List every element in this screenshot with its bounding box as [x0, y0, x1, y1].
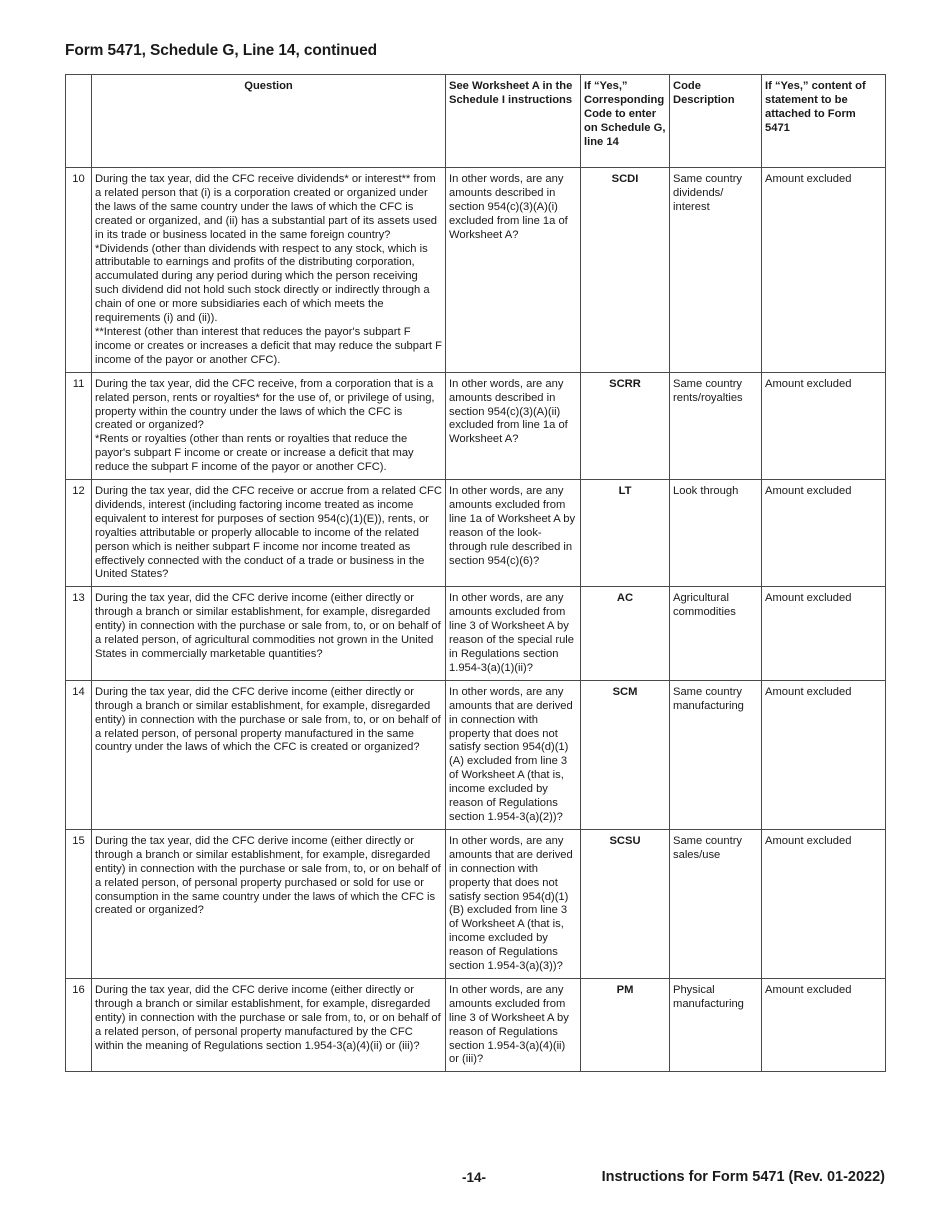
question-paragraph: During the tax year, did the CFC derive income (either directly or through a branch or similar establishment, for example, disregarded entity) in connection with the purchase or sale from, to, or on behalf of a related person, of personal property purchased or sold for use or consumption in the same country under the laws of which the CFC is created or organized?	[95, 834, 441, 917]
row-description: Same country manufacturing	[670, 680, 762, 829]
row-worksheet: In other words, are any amounts excluded from line 3 of Worksheet A by reason of the special rule in Regulations section 1.954-3(a)(1)(ii)?	[446, 587, 581, 680]
row-statement: Amount excluded	[762, 978, 886, 1071]
header-number	[66, 75, 92, 168]
header-worksheet: See Worksheet A in the Schedule I instructions	[446, 75, 581, 168]
table-row	[66, 372, 886, 479]
row-number: 11	[66, 372, 92, 479]
table-row	[66, 480, 886, 587]
row-question	[92, 168, 446, 373]
row-worksheet: In other words, are any amounts that are derived in connection with property that does not satisfy section 954(d)(1)(B) excluded from line 3 of Worksheet A (that is, income excluded by reason of Regulations section 1.954-3(a)(3))?	[446, 829, 581, 978]
question-paragraph: During the tax year, did the CFC derive income (either directly or through a branch or similar establishment, for example, disregarded entity) in connection with the purchase or sale from, to, or on behalf of a related person, of personal property manufactured by the CFC within the meaning of Regulations section 1.954-3(a)(4)(ii) or (iii)?	[95, 983, 441, 1052]
table-row	[66, 978, 886, 1071]
footer-title: Instructions for Form 5471 (Rev. 01-2022)	[601, 1169, 885, 1185]
table-row	[66, 829, 886, 978]
question-paragraph: *Rents or royalties (other than rents or royalties that reduce the payor's subpart F income or create or increase a deficit that may reduce the subpart F income of the payor or another CFC).	[95, 433, 414, 474]
table-row	[66, 587, 886, 680]
table-row	[66, 168, 886, 373]
row-description: Physical manufacturing	[670, 978, 762, 1071]
row-number: 13	[66, 587, 92, 680]
row-worksheet: In other words, are any amounts described in section 954(c)(3)(A)(i) excluded from line 1a of Worksheet A?	[446, 168, 581, 373]
row-description: Same country sales/use	[670, 829, 762, 978]
question-paragraph: **Interest (other than interest that reduces the payor's subpart F income or creates or increases a deficit that may reduce the subpart F income of the payor or another CFC).	[95, 325, 442, 366]
row-statement: Amount excluded	[762, 168, 886, 373]
row-code: AC	[581, 587, 670, 680]
row-question	[92, 829, 446, 978]
row-number: 16	[66, 978, 92, 1071]
row-code: SCDI	[581, 168, 670, 373]
row-statement: Amount excluded	[762, 480, 886, 587]
row-question	[92, 680, 446, 829]
row-worksheet: In other words, are any amounts excluded from line 1a of Worksheet A by reason of the look-through rule described in section 954(c)(6)?	[446, 480, 581, 587]
row-code: SCSU	[581, 829, 670, 978]
row-description: Same country dividends/ interest	[670, 168, 762, 373]
question-paragraph: During the tax year, did the CFC receive dividends* or interest** from a related person that (i) is a corporation created or organized under the laws of the same country under the laws of which the CFC is created or organized, and (ii) has a substantial part of its assets used in its trade or business located in the same foreign country?	[95, 173, 438, 241]
row-statement: Amount excluded	[762, 372, 886, 479]
row-code: PM	[581, 978, 670, 1071]
row-question	[92, 480, 446, 587]
row-code: LT	[581, 480, 670, 587]
row-statement: Amount excluded	[762, 680, 886, 829]
row-number: 14	[66, 680, 92, 829]
row-description: Look through	[670, 480, 762, 587]
row-question	[92, 978, 446, 1071]
row-question	[92, 587, 446, 680]
row-code: SCRR	[581, 372, 670, 479]
page-number: -14-	[462, 1170, 487, 1185]
question-paragraph: During the tax year, did the CFC receive, from a corporation that is a related person, rents or royalties* for the use of, or privilege of using, property within the country under the laws of which the CFC is created or organized?	[95, 377, 435, 432]
row-number: 15	[66, 829, 92, 978]
table-row	[66, 680, 886, 829]
row-worksheet: In other words, are any amounts described in section 954(c)(3)(A)(ii) excluded from line 1a of Worksheet A?	[446, 372, 581, 479]
question-paragraph: During the tax year, did the CFC derive income (either directly or through a branch or similar establishment, for example, disregarded entity) in connection with the purchase or sale from, to, or on behalf of a related person, of personal property manufactured in the same country under the laws of which the CFC is created or organized?	[95, 685, 441, 754]
row-number: 10	[66, 168, 92, 373]
row-description: Same country rents/royalties	[670, 372, 762, 479]
question-paragraph: During the tax year, did the CFC receive or accrue from a related CFC dividends, interest (including factoring income treated as income equivalent to interest for purposes of section 954(c)(1)(E)), rents, or royalties attributable or properly allocable to income of the related person which is neither subpart F income nor income treated as effectively connected with the conduct of a trade or business in the United States?	[95, 485, 442, 581]
page-heading: Form 5471, Schedule G, Line 14, continued	[65, 42, 378, 59]
row-worksheet: In other words, are any amounts excluded from line 3 of Worksheet A by reason of Regulations section 1.954-3(a)(4)(ii) or (iii)?	[446, 978, 581, 1071]
question-paragraph: During the tax year, did the CFC derive income (either directly or through a branch or similar establishment, for example, disregarded entity) in connection with the purchase or sale from, to, or on behalf of a related person, of agricultural commodities not grown in the United States in commercially marketable quantities?	[95, 592, 441, 660]
row-number: 12	[66, 480, 92, 587]
header-code: If “Yes,” Corresponding Code to enter on Schedule G, line 14	[581, 75, 670, 168]
header-statement: If “Yes,” content of statement to be attached to Form 5471	[762, 75, 886, 168]
table-header-row	[66, 75, 886, 168]
schedule-g-question-table	[65, 74, 886, 1072]
row-worksheet: In other words, are any amounts that are derived in connection with property that does not satisfy section 954(d)(1)(A) excluded from line 3 of Worksheet A (that is, income excluded by reason of Regulations section 1.954-3(a)(2))?	[446, 680, 581, 829]
question-paragraph: *Dividends (other than dividends with respect to any stock, which is attributable to earnings and profits of the distributing corporation, accumulated during any period during which the person receiving such dividend did not hold such stock directly or indirectly through a chain of one or more subsidiaries each of which meets the requirements (i) and (ii)).	[95, 242, 430, 325]
row-question	[92, 372, 446, 479]
row-statement: Amount excluded	[762, 829, 886, 978]
row-description: Agricultural commodities	[670, 587, 762, 680]
header-description: Code Description	[670, 75, 762, 168]
row-statement: Amount excluded	[762, 587, 886, 680]
header-question: Question	[92, 75, 446, 168]
row-code: SCM	[581, 680, 670, 829]
